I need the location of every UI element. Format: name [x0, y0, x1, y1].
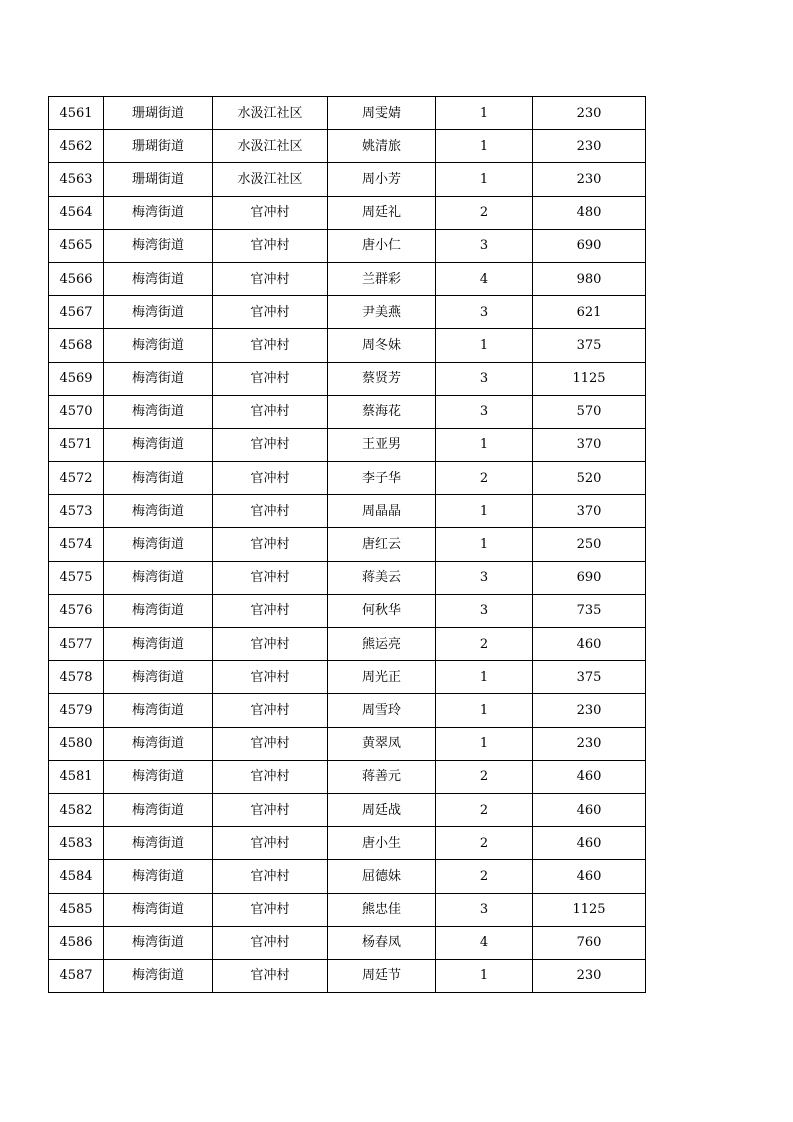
cell-street: 梅湾街道 — [104, 959, 213, 992]
table-row — [49, 428, 646, 461]
table-body — [49, 97, 646, 993]
cell-household-count: 2 — [436, 793, 533, 826]
cell-amount: 370 — [533, 428, 646, 461]
table-row — [49, 628, 646, 661]
cell-street: 珊瑚街道 — [104, 97, 213, 130]
cell-household-count: 4 — [436, 926, 533, 959]
cell-household-count: 2 — [436, 860, 533, 893]
cell-community: 官冲村 — [213, 229, 328, 262]
cell-serial-number: 4561 — [49, 97, 104, 130]
cell-community: 官冲村 — [213, 196, 328, 229]
cell-person-name: 熊忠佳 — [328, 893, 436, 926]
cell-street: 梅湾街道 — [104, 594, 213, 627]
table-row — [49, 760, 646, 793]
cell-serial-number: 4572 — [49, 462, 104, 495]
cell-serial-number: 4568 — [49, 329, 104, 362]
cell-household-count: 1 — [436, 97, 533, 130]
cell-amount: 570 — [533, 395, 646, 428]
table-row — [49, 661, 646, 694]
cell-street: 梅湾街道 — [104, 428, 213, 461]
cell-household-count: 2 — [436, 628, 533, 661]
cell-amount: 375 — [533, 329, 646, 362]
cell-street: 梅湾街道 — [104, 793, 213, 826]
table-row — [49, 296, 646, 329]
cell-household-count: 3 — [436, 561, 533, 594]
cell-street: 梅湾街道 — [104, 262, 213, 295]
cell-community: 官冲村 — [213, 296, 328, 329]
cell-street: 珊瑚街道 — [104, 163, 213, 196]
cell-street: 梅湾街道 — [104, 229, 213, 262]
cell-household-count: 3 — [436, 362, 533, 395]
cell-serial-number: 4564 — [49, 196, 104, 229]
cell-amount: 460 — [533, 760, 646, 793]
cell-person-name: 蔡贤芳 — [328, 362, 436, 395]
cell-person-name: 周廷节 — [328, 959, 436, 992]
table-row — [49, 528, 646, 561]
cell-community: 水汲江社区 — [213, 163, 328, 196]
cell-household-count: 1 — [436, 694, 533, 727]
cell-amount: 230 — [533, 727, 646, 760]
cell-serial-number: 4571 — [49, 428, 104, 461]
table-row — [49, 395, 646, 428]
cell-amount: 460 — [533, 827, 646, 860]
cell-amount: 621 — [533, 296, 646, 329]
cell-street: 梅湾街道 — [104, 860, 213, 893]
cell-person-name: 尹美燕 — [328, 296, 436, 329]
cell-community: 官冲村 — [213, 594, 328, 627]
cell-community: 官冲村 — [213, 893, 328, 926]
cell-serial-number: 4575 — [49, 561, 104, 594]
cell-serial-number: 4570 — [49, 395, 104, 428]
cell-street: 梅湾街道 — [104, 495, 213, 528]
table-row — [49, 329, 646, 362]
table-row — [49, 97, 646, 130]
cell-household-count: 1 — [436, 959, 533, 992]
cell-amount: 1125 — [533, 362, 646, 395]
cell-serial-number: 4580 — [49, 727, 104, 760]
cell-person-name: 屈德妹 — [328, 860, 436, 893]
cell-household-count: 3 — [436, 229, 533, 262]
cell-community: 官冲村 — [213, 395, 328, 428]
cell-street: 梅湾街道 — [104, 528, 213, 561]
cell-street: 梅湾街道 — [104, 362, 213, 395]
cell-household-count: 2 — [436, 760, 533, 793]
cell-amount: 460 — [533, 628, 646, 661]
table-row — [49, 229, 646, 262]
cell-street: 梅湾街道 — [104, 893, 213, 926]
cell-household-count: 2 — [436, 196, 533, 229]
cell-community: 官冲村 — [213, 827, 328, 860]
cell-community: 官冲村 — [213, 793, 328, 826]
cell-amount: 760 — [533, 926, 646, 959]
cell-serial-number: 4569 — [49, 362, 104, 395]
cell-amount: 230 — [533, 694, 646, 727]
cell-serial-number: 4565 — [49, 229, 104, 262]
cell-household-count: 2 — [436, 827, 533, 860]
cell-serial-number: 4586 — [49, 926, 104, 959]
cell-street: 梅湾街道 — [104, 661, 213, 694]
table-row — [49, 495, 646, 528]
cell-community: 官冲村 — [213, 694, 328, 727]
cell-street: 梅湾街道 — [104, 760, 213, 793]
cell-community: 官冲村 — [213, 926, 328, 959]
cell-person-name: 唐小生 — [328, 827, 436, 860]
table-row — [49, 196, 646, 229]
cell-person-name: 李子华 — [328, 462, 436, 495]
cell-community: 官冲村 — [213, 628, 328, 661]
cell-street: 梅湾街道 — [104, 462, 213, 495]
cell-amount: 370 — [533, 495, 646, 528]
cell-serial-number: 4577 — [49, 628, 104, 661]
cell-person-name: 周廷礼 — [328, 196, 436, 229]
cell-community: 官冲村 — [213, 760, 328, 793]
cell-amount: 230 — [533, 959, 646, 992]
table-row — [49, 860, 646, 893]
cell-serial-number: 4567 — [49, 296, 104, 329]
cell-household-count: 1 — [436, 495, 533, 528]
cell-street: 梅湾街道 — [104, 926, 213, 959]
table-row — [49, 163, 646, 196]
cell-community: 官冲村 — [213, 661, 328, 694]
cell-amount: 460 — [533, 860, 646, 893]
cell-person-name: 蔡海花 — [328, 395, 436, 428]
cell-household-count: 1 — [436, 329, 533, 362]
cell-serial-number: 4582 — [49, 793, 104, 826]
table-row — [49, 893, 646, 926]
cell-serial-number: 4585 — [49, 893, 104, 926]
table-row — [49, 462, 646, 495]
cell-household-count: 4 — [436, 262, 533, 295]
cell-street: 梅湾街道 — [104, 561, 213, 594]
cell-person-name: 周冬妹 — [328, 329, 436, 362]
cell-street: 梅湾街道 — [104, 694, 213, 727]
cell-community: 官冲村 — [213, 495, 328, 528]
cell-amount: 1125 — [533, 893, 646, 926]
cell-person-name: 兰群彩 — [328, 262, 436, 295]
cell-serial-number: 4579 — [49, 694, 104, 727]
cell-amount: 230 — [533, 97, 646, 130]
cell-street: 梅湾街道 — [104, 296, 213, 329]
beneficiary-table — [48, 96, 646, 993]
cell-household-count: 1 — [436, 130, 533, 163]
cell-household-count: 3 — [436, 893, 533, 926]
cell-street: 梅湾街道 — [104, 329, 213, 362]
cell-serial-number: 4587 — [49, 959, 104, 992]
cell-street: 梅湾街道 — [104, 196, 213, 229]
cell-amount: 375 — [533, 661, 646, 694]
table-row — [49, 561, 646, 594]
cell-person-name: 蒋美云 — [328, 561, 436, 594]
cell-household-count: 3 — [436, 594, 533, 627]
cell-serial-number: 4562 — [49, 130, 104, 163]
cell-amount: 690 — [533, 561, 646, 594]
cell-person-name: 周雯婧 — [328, 97, 436, 130]
cell-community: 官冲村 — [213, 561, 328, 594]
cell-household-count: 1 — [436, 727, 533, 760]
cell-serial-number: 4581 — [49, 760, 104, 793]
cell-community: 官冲村 — [213, 528, 328, 561]
table-row — [49, 926, 646, 959]
cell-community: 官冲村 — [213, 329, 328, 362]
cell-serial-number: 4584 — [49, 860, 104, 893]
cell-household-count: 2 — [436, 462, 533, 495]
cell-serial-number: 4573 — [49, 495, 104, 528]
cell-person-name: 杨春凤 — [328, 926, 436, 959]
table-row — [49, 362, 646, 395]
table-row — [49, 594, 646, 627]
cell-street: 梅湾街道 — [104, 727, 213, 760]
cell-amount: 460 — [533, 793, 646, 826]
cell-serial-number: 4566 — [49, 262, 104, 295]
cell-person-name: 周光正 — [328, 661, 436, 694]
cell-household-count: 3 — [436, 395, 533, 428]
cell-amount: 230 — [533, 130, 646, 163]
cell-person-name: 周小芳 — [328, 163, 436, 196]
table-row — [49, 793, 646, 826]
cell-household-count: 3 — [436, 296, 533, 329]
cell-person-name: 唐小仁 — [328, 229, 436, 262]
cell-community: 水汲江社区 — [213, 130, 328, 163]
cell-amount: 230 — [533, 163, 646, 196]
cell-serial-number: 4583 — [49, 827, 104, 860]
cell-person-name: 周晶晶 — [328, 495, 436, 528]
cell-household-count: 1 — [436, 528, 533, 561]
table-row — [49, 827, 646, 860]
cell-street: 梅湾街道 — [104, 628, 213, 661]
cell-amount: 690 — [533, 229, 646, 262]
cell-community: 官冲村 — [213, 860, 328, 893]
cell-person-name: 周雪玲 — [328, 694, 436, 727]
cell-street: 梅湾街道 — [104, 827, 213, 860]
cell-person-name: 周廷战 — [328, 793, 436, 826]
cell-amount: 250 — [533, 528, 646, 561]
cell-community: 水汲江社区 — [213, 97, 328, 130]
cell-community: 官冲村 — [213, 462, 328, 495]
cell-community: 官冲村 — [213, 428, 328, 461]
cell-amount: 520 — [533, 462, 646, 495]
cell-serial-number: 4563 — [49, 163, 104, 196]
cell-person-name: 熊运亮 — [328, 628, 436, 661]
cell-amount: 980 — [533, 262, 646, 295]
cell-amount: 480 — [533, 196, 646, 229]
cell-community: 官冲村 — [213, 727, 328, 760]
cell-household-count: 1 — [436, 428, 533, 461]
cell-person-name: 蒋善元 — [328, 760, 436, 793]
cell-person-name: 唐红云 — [328, 528, 436, 561]
cell-person-name: 王亚男 — [328, 428, 436, 461]
cell-serial-number: 4578 — [49, 661, 104, 694]
table-row — [49, 694, 646, 727]
cell-street: 珊瑚街道 — [104, 130, 213, 163]
cell-community: 官冲村 — [213, 362, 328, 395]
cell-person-name: 姚清旅 — [328, 130, 436, 163]
cell-amount: 735 — [533, 594, 646, 627]
cell-household-count: 1 — [436, 163, 533, 196]
table-row — [49, 262, 646, 295]
cell-person-name: 何秋华 — [328, 594, 436, 627]
cell-household-count: 1 — [436, 661, 533, 694]
table-row — [49, 130, 646, 163]
cell-person-name: 黄翠凤 — [328, 727, 436, 760]
cell-serial-number: 4576 — [49, 594, 104, 627]
cell-serial-number: 4574 — [49, 528, 104, 561]
table-row — [49, 727, 646, 760]
table-row — [49, 959, 646, 992]
cell-community: 官冲村 — [213, 262, 328, 295]
cell-community: 官冲村 — [213, 959, 328, 992]
cell-street: 梅湾街道 — [104, 395, 213, 428]
